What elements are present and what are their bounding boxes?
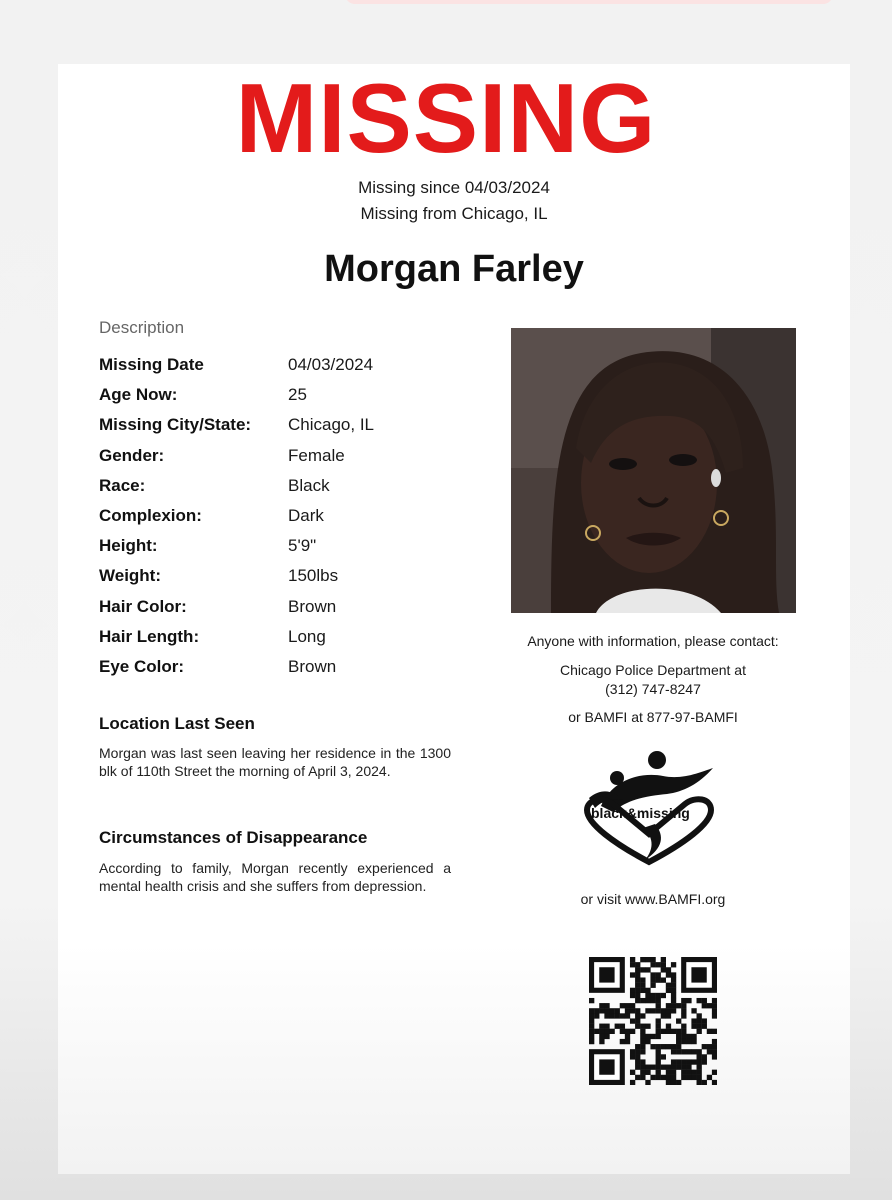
missing-headline: MISSING: [235, 63, 657, 173]
fact-row: [99, 501, 459, 531]
fact-value: Brown: [288, 596, 337, 616]
fact-row: [99, 652, 459, 682]
description-heading: Description: [99, 318, 185, 337]
fact-label: Age Now:: [99, 385, 178, 405]
fact-value: Chicago, IL: [288, 415, 374, 435]
circumstances-heading: Circumstances of Disappearance: [99, 828, 368, 847]
fact-row: [99, 410, 459, 440]
fact-row: [99, 561, 459, 591]
fact-label: Missing City/State:: [99, 415, 252, 435]
person-photo: [511, 328, 796, 613]
fact-value: 5'9": [288, 536, 317, 556]
fact-row: [99, 592, 459, 622]
fact-row: [99, 622, 459, 652]
description-facts: [99, 350, 459, 682]
contact-intro: Anyone with information, please contact:: [527, 633, 779, 649]
fact-label: Hair Color:: [99, 596, 187, 616]
fact-row: [99, 380, 459, 410]
fact-label: Gender:: [99, 445, 165, 465]
fact-label: Complexion:: [99, 506, 202, 526]
qr-code: [589, 957, 717, 1085]
fact-row: [99, 471, 459, 501]
missing-since-text: Missing since 04/03/2024: [358, 178, 550, 197]
fact-value: 04/03/2024: [288, 355, 374, 375]
fact-row: [99, 531, 459, 561]
top-edge-strip: [345, 0, 833, 4]
contact-police-phone: (312) 747-8247: [605, 681, 701, 697]
circumstances-text: According to family, Morgan recently experienced a mental health crisis and she suffers from depression.: [99, 860, 451, 894]
person-name: Morgan Farley: [324, 248, 584, 290]
visit-website-text: or visit www.BAMFI.org: [580, 891, 726, 907]
fact-value: Brown: [288, 656, 337, 676]
logo-text: black&missing: [591, 805, 690, 821]
contact-bamfi: or BAMFI at 877-97-BAMFI: [568, 709, 738, 725]
fact-value: Female: [288, 445, 345, 465]
fact-value: Black: [288, 475, 330, 495]
fact-label: Height:: [99, 536, 158, 556]
location-text: Morgan was last seen leaving her residence in the 1300 blk of 110th Street the morning of April 3, 2024.: [99, 745, 451, 779]
fact-label: Eye Color:: [99, 656, 185, 676]
fact-row: [99, 350, 459, 380]
fact-value: Long: [288, 626, 326, 646]
fact-label: Race:: [99, 475, 146, 495]
fact-row: [99, 441, 459, 471]
location-heading: Location Last Seen: [99, 714, 255, 733]
missing-from-text: Missing from Chicago, IL: [360, 204, 548, 223]
fact-label: Missing Date: [99, 355, 204, 375]
fact-value: Dark: [288, 506, 324, 526]
fact-label: Weight:: [99, 566, 162, 586]
fact-value: 150lbs: [288, 566, 339, 586]
black-and-missing-logo: [583, 748, 715, 866]
fact-label: Hair Length:: [99, 626, 200, 646]
contact-police: Chicago Police Department at: [560, 662, 746, 678]
fact-value: 25: [288, 385, 307, 405]
